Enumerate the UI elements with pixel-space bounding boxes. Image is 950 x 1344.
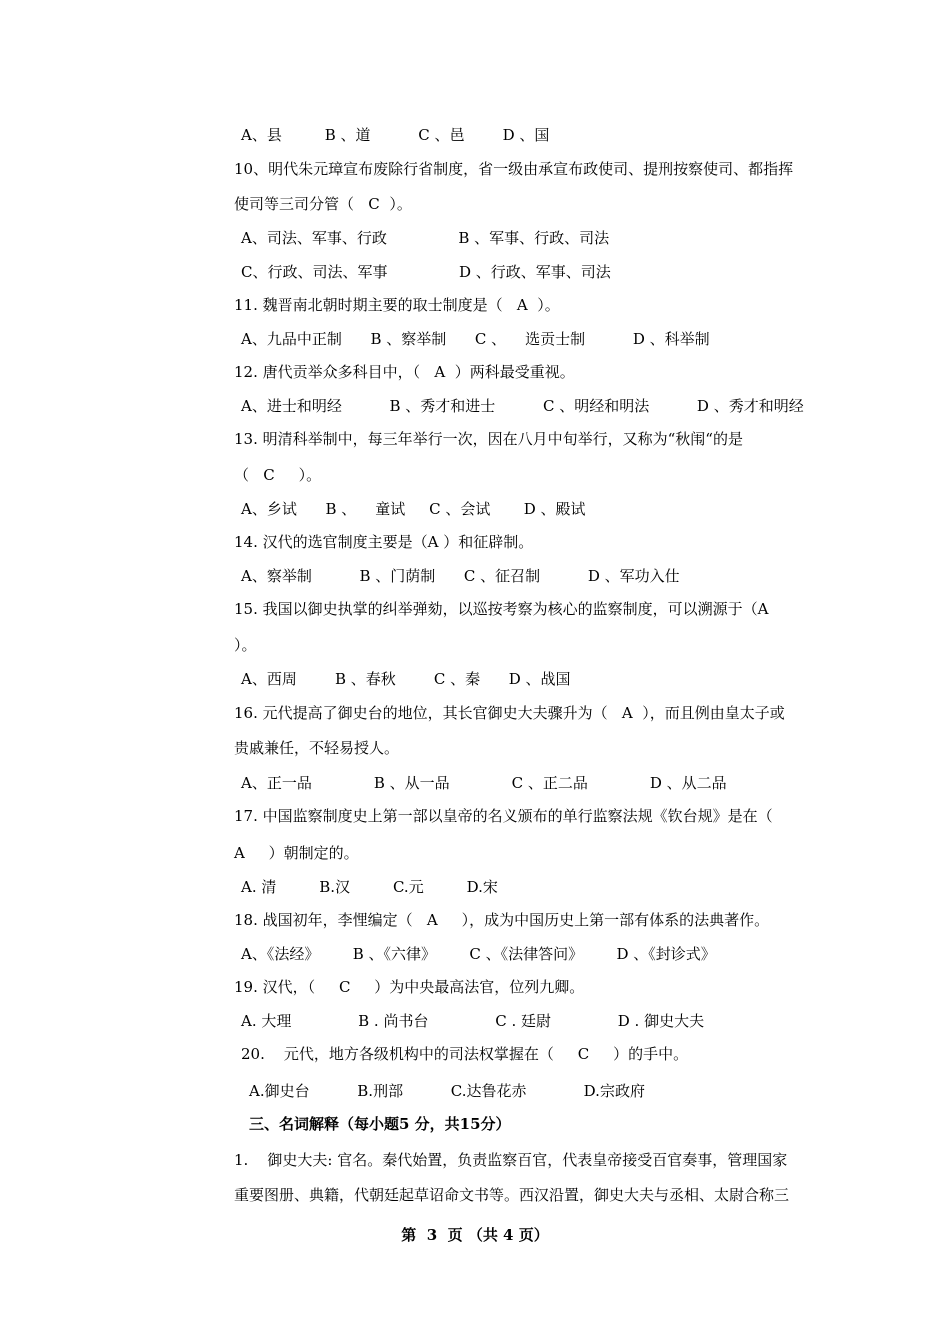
- definition-1-line-1: 1. 御史大夫: 官名。秦代始置，负责监察百官，代表皇帝接受百官奏事，管理国家: [234, 1151, 788, 1169]
- q11-options: A、九品中正制 B 、察举制 C 、 选贡士制 D 、科举制: [241, 330, 710, 348]
- q10-stem-line-2: 使司等三司分管（ C ）。: [234, 195, 412, 213]
- q18-options: A、《法经》 B 、《六律》 C 、《法律答问》 D 、《封诊式》: [241, 945, 716, 963]
- q9-options: A、县 B 、道 C 、邑 D 、国: [241, 126, 550, 144]
- q18-stem: 18. 战国初年，李悝编定（ A ），成为中国历史上第一部有体系的法典著作。: [234, 911, 770, 929]
- q16-stem-line-2: 贵戚兼任，不轻易授人。: [234, 739, 400, 757]
- q10-options-cd: C、行政、司法、军事 D 、行政、军事、司法: [241, 263, 611, 281]
- definition-1-line-2: 重要图册、典籍，代朝廷起草诏命文书等。西汉沿置，御史大夫与丞相、太尉合称三: [234, 1186, 790, 1204]
- q12-options: A、进士和明经 B 、秀才和进士 C 、明经和明法 D 、秀才和明经: [241, 397, 804, 415]
- q15-stem-line-1: 15. 我国以御史执掌的纠举弹劾，以巡按考察为核心的监察制度，可以溯源于（A: [234, 600, 769, 618]
- q17-stem-line-1: 17. 中国监察制度史上第一部以皇帝的名义颁布的单行监察法规《钦台规》是在（: [234, 807, 773, 825]
- q12-stem: 12. 唐代贡举众多科目中，（ A ）两科最受重视。: [234, 363, 575, 381]
- q10-stem-line-1: 10、明代朱元璋宣布废除行省制度，省一级由承宣布政使司、提刑按察使司、都指挥: [234, 160, 794, 178]
- q14-stem: 14. 汉代的选官制度主要是（A ）和征辟制。: [234, 533, 534, 551]
- q17-options: A. 清 B.汉 C.元 D.宋: [241, 878, 498, 896]
- q13-options: A、乡试 B 、 童试 C 、会试 D 、殿试: [241, 500, 586, 518]
- q15-stem-line-2: ）。: [234, 636, 257, 654]
- q14-options: A、察举制 B 、门荫制 C 、征召制 D 、军功入仕: [241, 567, 680, 585]
- q13-stem-line-2: （ C ）。: [234, 466, 322, 484]
- q16-options: A、正一品 B 、从一品 C 、正二品 D 、从二品: [241, 774, 727, 792]
- q11-stem: 11. 魏晋南北朝时期主要的取士制度是（ A ）。: [234, 296, 560, 314]
- q20-stem: 20. 元代，地方各级机构中的司法权掌握在（ C ）的手中。: [241, 1045, 689, 1063]
- section-3-heading: 三、名词解释（每小题5 分，共15分）: [249, 1115, 511, 1133]
- q17-stem-line-2: A ）朝制定的。: [234, 844, 359, 862]
- q16-stem-line-1: 16. 元代提高了御史台的地位，其长官御史大夫骤升为（ A ），而且例由皇太子或: [234, 704, 785, 722]
- q19-stem: 19. 汉代，（ C ）为中央最高法官，位列九卿。: [234, 978, 585, 996]
- q19-options: A. 大理 B . 尚书台 C . 廷尉 D . 御史大夫: [241, 1012, 705, 1030]
- q15-options: A、西周 B 、春秋 C 、秦 D 、战国: [241, 670, 571, 688]
- q10-options-ab: A、司法、军事、行政 B 、军事、行政、司法: [241, 229, 610, 247]
- page-footer: 第 3 页 （共 4 页）: [401, 1226, 549, 1244]
- q20-options: A.御史台 B.刑部 C.达鲁花赤 D.宗政府: [249, 1082, 645, 1100]
- q13-stem-line-1: 13. 明清科举制中，每三年举行一次，因在八月中旬举行，又称为“秋闱“的是: [234, 430, 743, 448]
